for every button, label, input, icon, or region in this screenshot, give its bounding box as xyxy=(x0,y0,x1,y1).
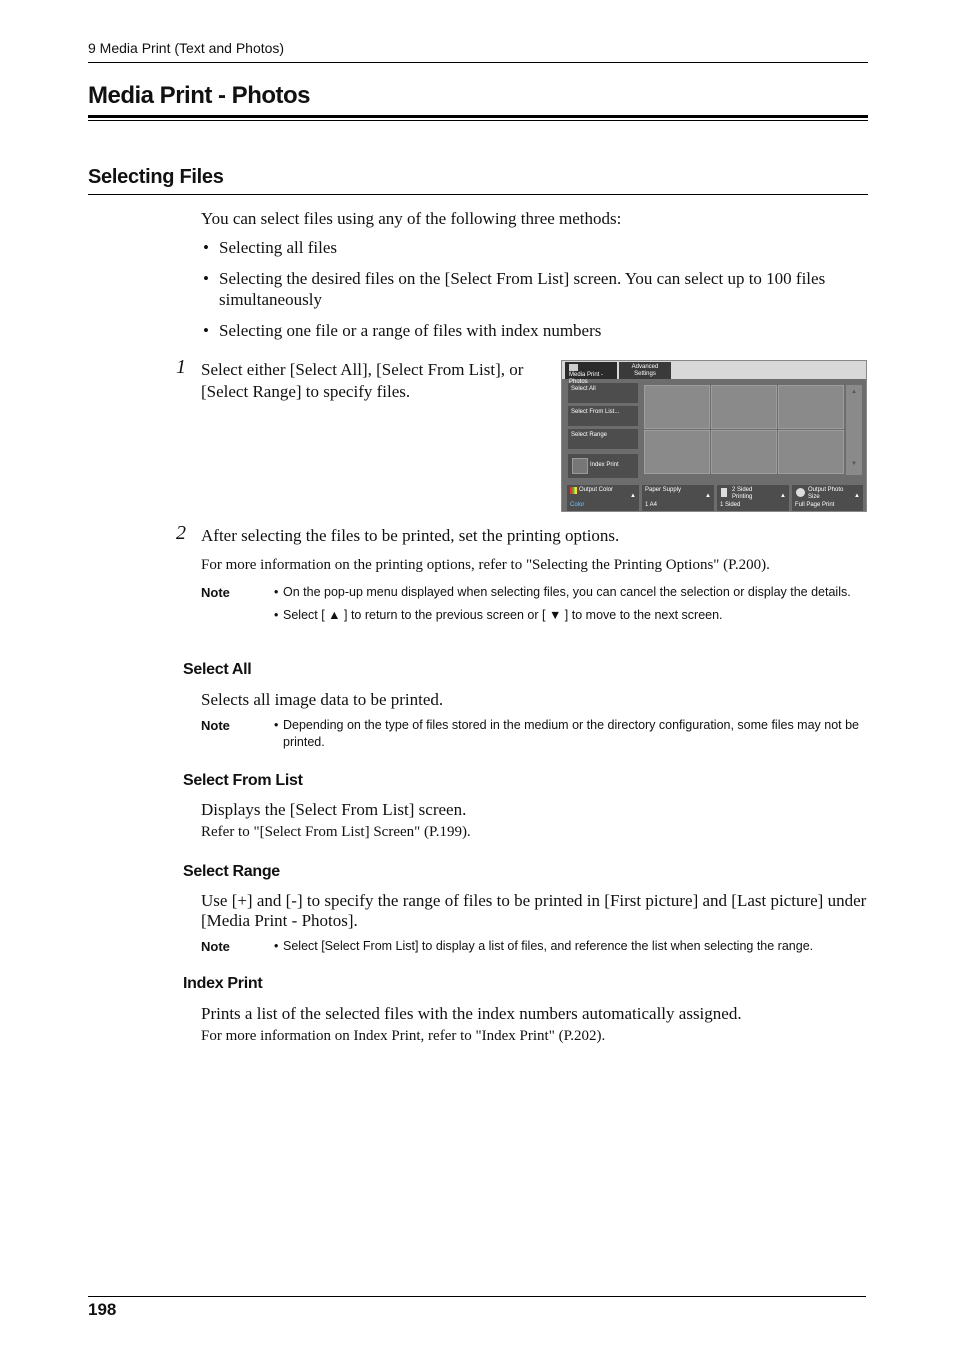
note-label: Note xyxy=(201,718,230,733)
select-from-list-button[interactable]: Select From List... xyxy=(568,406,638,426)
select-all-heading: Select All xyxy=(183,661,252,678)
media-print-screen-image xyxy=(561,360,867,512)
chevron-up-icon: ▲ xyxy=(854,493,860,499)
output-color-button[interactable]: Output Color Color ▲ xyxy=(567,485,639,511)
intro-text: You can select files using any of the following three methods: xyxy=(201,209,622,228)
tab-media-print-photos[interactable]: Media Print - xyxy=(565,362,617,379)
select-all-note xyxy=(272,717,866,751)
title-rule-thick xyxy=(88,115,868,118)
document-icon xyxy=(721,488,727,497)
select-all-button[interactable]: Select All xyxy=(568,383,638,403)
tab-advanced-settings[interactable]: Advanced Settings xyxy=(619,362,671,379)
section-title: Selecting Files xyxy=(88,166,224,188)
output-photo-size-button[interactable]: Output Photo Size Full Page Print ▲ xyxy=(792,485,863,511)
color-swatch-icon xyxy=(570,487,577,494)
scroll-down-icon[interactable]: ▼ xyxy=(851,461,857,467)
thumbnail-cell[interactable] xyxy=(644,385,710,429)
section-rule xyxy=(88,194,868,195)
select-range-button[interactable]: Select Range xyxy=(568,429,638,449)
page-title: Media Print - Photos xyxy=(88,82,311,109)
note-label: Note xyxy=(201,585,230,600)
two-sided-printing-button[interactable]: 2 Sided Printing 1 Sided ▲ xyxy=(717,485,789,511)
index-print-icon xyxy=(572,458,588,474)
chevron-up-icon: ▲ xyxy=(780,493,786,499)
thumbnail-cell[interactable] xyxy=(644,430,710,474)
list-item: • Selecting all files xyxy=(201,237,867,258)
note-item: • Select [Select From List] to display a list of files, and reference the list when selecting the range. xyxy=(272,938,866,955)
header-rule xyxy=(88,62,868,63)
step-2-reference: For more information on the printing options, refer to "Selecting the Printing Options" (P.200). xyxy=(201,557,770,573)
scrollbar[interactable] xyxy=(846,385,862,475)
paper-supply-button[interactable]: Paper Supply 1 A4 ▲ xyxy=(642,485,714,511)
note-item: • Select [ ▲ ] to return to the previous screen or [ ▼ ] to move to the next screen. xyxy=(272,607,866,624)
select-range-note xyxy=(272,938,866,955)
select-all-text: Selects all image data to be printed. xyxy=(201,690,444,709)
index-print-reference: For more information on Index Print, refer to "Index Print" (P.202). xyxy=(201,1028,606,1044)
thumbnail-cell[interactable] xyxy=(711,385,777,429)
thumbnail-cell[interactable] xyxy=(711,430,777,474)
camera-icon xyxy=(569,364,578,371)
select-from-list-text: Displays the [Select From List] screen. xyxy=(201,800,467,819)
thumbnail-cell[interactable] xyxy=(778,385,844,429)
method-list xyxy=(201,237,867,341)
index-print-text: Prints a list of the selected files with the index numbers automatically assigned. xyxy=(201,1004,742,1023)
note-item: • On the pop-up menu displayed when selecting files, you can cancel the selection or display the details. xyxy=(272,584,866,601)
thumbnail-cell[interactable] xyxy=(778,430,844,474)
chevron-up-icon: ▲ xyxy=(705,493,711,499)
list-item: • Selecting the desired files on the [Select From List] screen. You can select up to 100 files simultaneously xyxy=(201,268,867,310)
select-from-list-reference: Refer to "[Select From List] Screen" (P.199). xyxy=(201,824,471,840)
index-print-heading: Index Print xyxy=(183,975,263,992)
title-rule-thin xyxy=(88,120,868,121)
step-2-text: After selecting the files to be printed, set the printing options. xyxy=(201,526,620,545)
scroll-up-icon[interactable]: ▲ xyxy=(851,389,857,395)
photo-size-icon xyxy=(796,488,805,497)
chevron-up-icon: ▲ xyxy=(630,493,636,499)
index-print-button[interactable]: Index Print xyxy=(568,454,638,478)
step-1-text: Select either [Select All], [Select From List], or [Select Range] to specify files. xyxy=(201,360,524,401)
note-label: Note xyxy=(201,939,230,954)
step-2-notes xyxy=(272,584,866,624)
step-number: 2 xyxy=(176,522,186,544)
note-item: • Depending on the type of files stored in the medium or the directory configuration, some files may not be printed. xyxy=(272,717,866,751)
running-header: 9 Media Print (Text and Photos) xyxy=(88,40,285,56)
list-item: • Selecting one file or a range of files with index numbers xyxy=(201,320,867,341)
select-from-list-heading: Select From List xyxy=(183,772,303,789)
page-number: 198 xyxy=(88,1300,117,1319)
footer-rule xyxy=(88,1296,866,1297)
select-range-heading: Select Range xyxy=(183,863,280,880)
step-number: 1 xyxy=(176,356,186,378)
select-range-text: Use [+] and [-] to specify the range of files to be printed in [First picture] and [Last picture] under [Media Print - Photos]. xyxy=(201,891,867,930)
